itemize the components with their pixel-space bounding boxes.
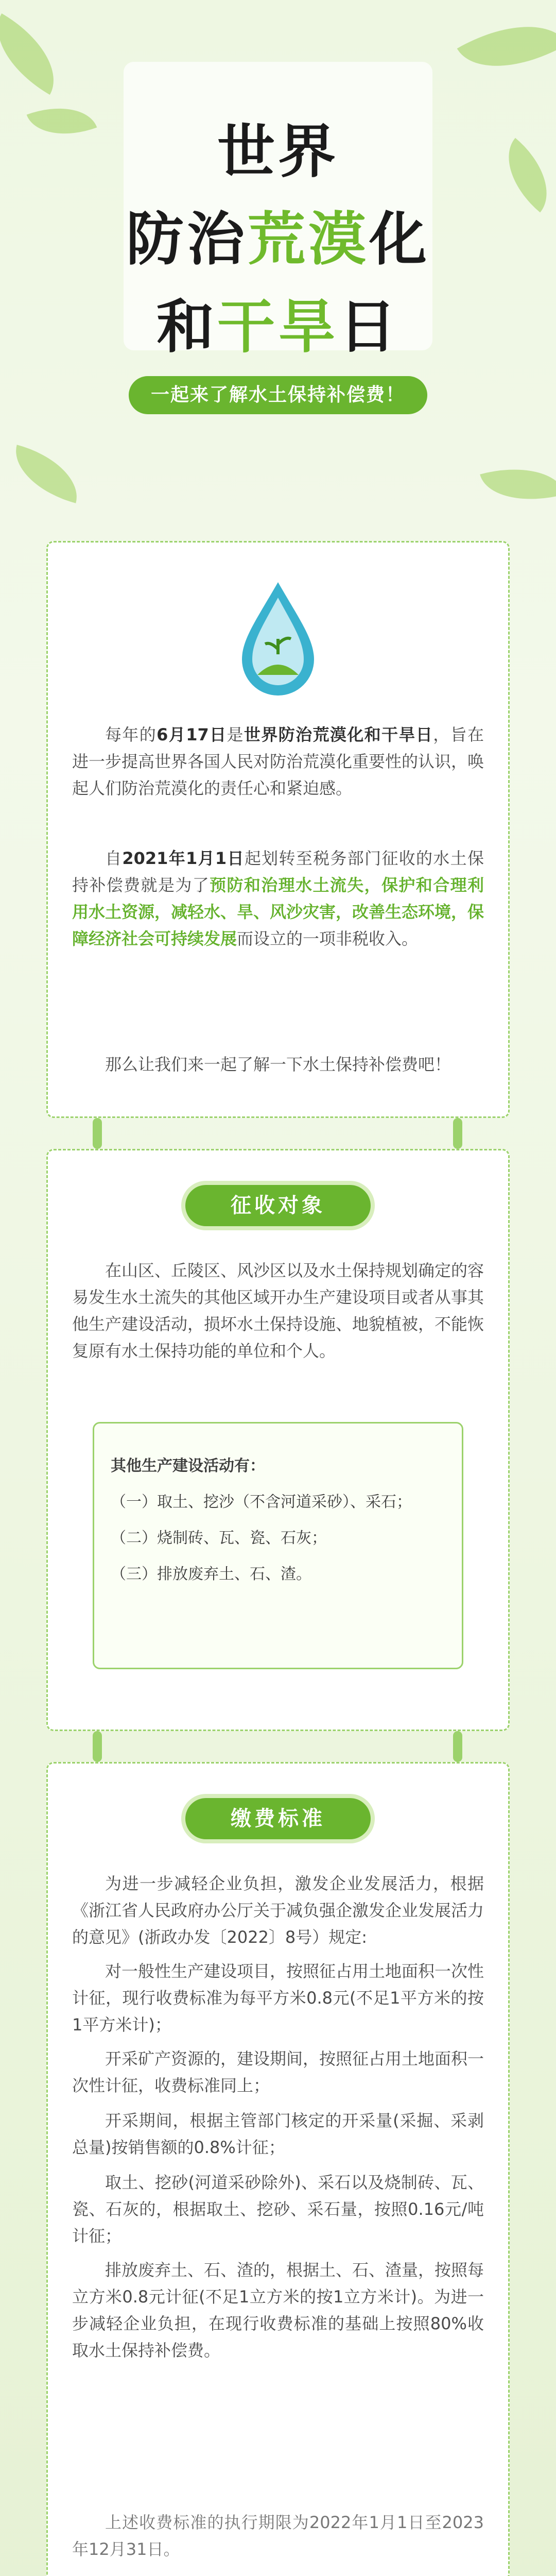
intro-paragraph-2 xyxy=(72,845,484,952)
text-bold: 6月17日 xyxy=(157,725,227,744)
hero-text: 防治 xyxy=(126,206,248,273)
hero-text-green: 荒漠 xyxy=(248,206,369,273)
hero-title-line3 xyxy=(0,294,556,361)
hero-title-line2 xyxy=(0,206,556,273)
connector xyxy=(93,1731,102,1762)
hero-text: 化 xyxy=(369,206,430,273)
text-bold: 2021年1月1日 xyxy=(122,849,245,868)
activity-item: （二）烧制砖、瓦、瓷、石灰； xyxy=(111,1529,327,1547)
fee-paragraph-6: 排放废弃土、石、渣的，根据土、石、渣量，按照每立方米0.8元计征(不足1立方米的按1立方米计)。为进一步减轻企业负担，在现行收费标准的基础上按照80%收取水土保持补偿费。 xyxy=(72,2260,484,2360)
intro-paragraph-3: 那么让我们来一起了解一下水土保持补偿费吧！ xyxy=(105,1055,451,1074)
fee-paragraph-4: 开采期间，根据主管部门核定的开采量(采掘、采剥总量)按销售额的0.8%计征； xyxy=(72,2111,484,2157)
water-drop-icon xyxy=(227,577,329,701)
hero-text-green: 干旱 xyxy=(217,294,339,361)
fee-paragraph-1: 为进一步减轻企业负担，激发企业发展活力，根据《浙江省人民政府办公厅关于减负强企激发企业发展活力的意见》(浙政办发〔2022〕8号）规定: xyxy=(72,1874,484,1947)
activity-box-title: 其他生产建设活动有： xyxy=(111,1457,265,1475)
hero-text: 和 xyxy=(157,294,217,361)
text-highlight: 预防和治理水土流失，保护和合理利用水土资源，减轻水、旱、风沙灾害，改善生态环境，保障经济社会可持续发展 xyxy=(72,875,484,948)
activity-item: （一）取土、挖沙（不含河道采砂）、采石； xyxy=(111,1493,412,1511)
text-bold: 世界防治荒漠化和干旱日 xyxy=(244,725,433,744)
fee-paragraph-5: 取土、挖砂(河道采砂除外)、采石以及烧制砖、瓦、瓷、石灰的，根据取土、挖砂、采石量，按照0.16元/吨计征； xyxy=(72,2173,484,2246)
text: 起划转至税务部门征收的水土保持补偿费就是为了 xyxy=(72,849,484,895)
hero-subtitle-pill: 一起来了解水土保持补偿费！ xyxy=(129,376,427,414)
section-title-fee-standard: 缴费标准 xyxy=(185,1798,371,1839)
connector xyxy=(453,1731,462,1762)
fee-paragraph-2: 对一般性生产建设项目，按照征占用土地面积一次性计征，现行收费标准为每平方米0.8元(不足1平方米的按1平方米计)； xyxy=(72,1961,484,2035)
activity-item: （三）排放废弃土、石、渣。 xyxy=(111,1565,311,1583)
fee-paragraph-7: 上述收费标准的执行期限为2022年1月1日至2023年12月31日。 xyxy=(72,2513,484,2559)
hero-title-line1: 世界 xyxy=(217,118,339,185)
hero xyxy=(0,0,556,567)
text: 而设立的一项非税收入。 xyxy=(237,929,419,948)
section-title-collection-target: 征收对象 xyxy=(185,1185,371,1226)
intro-paragraph-1 xyxy=(72,721,484,802)
section1-paragraph: 在山区、丘陵区、风沙区以及水土保持规划确定的容易发生水土流失的其他区域开办生产建设项目或者从事其他生产建设活动，损坏水土保持设施、地貌植被，不能恢复原有水土保持功能的单位和个人。 xyxy=(72,1261,484,1361)
connector xyxy=(453,1118,462,1149)
text: 是 xyxy=(227,725,244,744)
text: 自 xyxy=(105,849,123,868)
connector xyxy=(93,1118,102,1149)
text: 每年的 xyxy=(105,725,157,744)
hero-text: 日 xyxy=(339,294,399,361)
fee-paragraph-3: 开采矿产资源的，建设期间，按照征占用土地面积一次性计征，收费标准同上； xyxy=(72,2049,484,2095)
text: ，旨在进一步提高世界各国人民对防治荒漠化重要性的认识，唤起人们防治荒漠化的责任心和紧迫感。 xyxy=(72,725,484,798)
